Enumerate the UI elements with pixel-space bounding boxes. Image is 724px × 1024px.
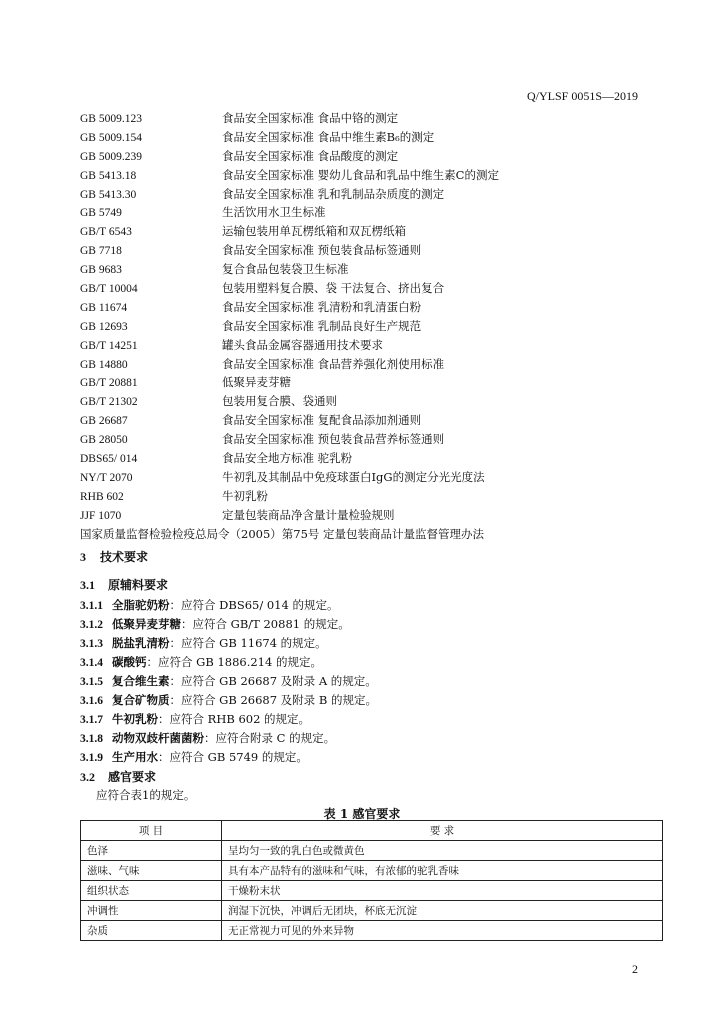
reference-row [80,279,660,298]
table-row [81,901,663,921]
item-name: 生产用水 [112,750,158,764]
reference-row [80,147,660,166]
section-heading [80,548,148,565]
reference-row [80,336,660,355]
item-name: 低聚异麦芽糖 [112,617,181,631]
table-header-cell: 项 目 [81,821,222,841]
sensory-requirements-table [80,820,663,941]
table-row [81,881,663,901]
reference-title: 罐头食品金属容器通用技术要求 [222,337,383,352]
item-number: 3.1.3 [80,638,103,650]
reference-row [80,203,660,222]
reference-title: 食品安全国家标准 复配食品添加剂通则 [222,413,422,428]
item-name: 动物双歧杆菌菌粉 [112,731,204,745]
table-row [81,841,663,861]
reference-title: 食品安全国家标准 乳和乳制品杂质度的测定 [222,186,445,201]
table-cell: 润湿下沉快，冲调后无团块，杯底无沉淀 [222,901,663,921]
requirement-item [80,749,308,765]
requirement-item [80,730,335,746]
reference-row [80,487,660,506]
reference-row [80,449,660,468]
reference-title: 食品安全国家标准 食品中铬的测定 [222,111,399,125]
table-cell: 组织状态 [81,881,222,901]
reference-row [80,185,660,204]
reference-row [80,109,660,128]
item-name: 复合矿物质 [112,693,170,707]
requirement-item [80,597,338,613]
document-code: Q/YLSF 0051S—2019 [526,89,638,103]
reference-title: 包装用塑料复合膜、袋 干法复合、挤出复合 [222,281,445,296]
reference-title: 食品安全国家标准 婴幼儿食品和乳品中维生素C的测定 [222,167,499,182]
item-text: ：应符合 GB 26687 及附录 B 的规定。 [169,693,377,707]
reference-row [80,373,660,392]
reference-title: 运输包装用单瓦楞纸箱和双瓦楞纸箱 [222,224,406,239]
subsection-title: 原辅料要求 [108,578,169,592]
reference-row [80,128,660,147]
item-number: 3.1.1 [80,600,103,612]
reference-title: 食品安全国家标准 预包装食品标签通则 [222,243,422,258]
table-header-cell: 要 求 [222,821,663,841]
reference-row [80,355,660,374]
reference-row [80,411,660,430]
subsection-title: 感官要求 [108,770,157,784]
reference-row [80,166,660,185]
reference-code: GB 5749 [80,207,122,220]
reference-code: GB/T 20881 [80,377,138,390]
reference-code: RHB 602 [80,490,124,503]
requirement-item [80,635,327,651]
reference-title: 食品安全国家标准 食品营养强化剂使用标准 [222,356,445,371]
reference-title: 食品安全国家标准 乳制品良好生产规范 [222,318,422,333]
reference-code: NY/T 2070 [80,471,133,484]
reference-code: GB 5413.30 [80,188,137,201]
reference-title: 包装用复合膜、袋通则 [222,394,337,409]
table-cell: 冲调性 [81,901,222,921]
reference-regulation: 国家质量监督检验检疫总局令（2005）第75号 定量包装商品计量监督管理办法 [80,526,485,541]
reference-title: 食品安全国家标准 食品中维生素B₆的测定 [222,129,435,144]
item-name: 全脂驼奶粉 [112,598,170,612]
item-text: ：应符合 GB/T 20881 的规定。 [181,617,350,631]
reference-code: GB 5009.154 [80,131,142,144]
reference-title: 生活饮用水卫生标准 [222,205,326,220]
table-cell: 具有本产品特有的滋味和气味，有浓郁的驼乳香味 [222,861,663,881]
section-title: 技术要求 [100,550,149,564]
table-header-row [81,821,663,841]
reference-code: GB 26687 [80,415,128,428]
table-cell: 色泽 [81,841,222,861]
item-number: 3.1.8 [80,733,103,745]
reference-code: GB/T 14251 [80,339,138,352]
reference-title: 复合食品包装袋卫生标准 [222,262,349,277]
reference-code: GB 9683 [80,264,122,277]
reference-code: GB 28050 [80,434,128,447]
reference-code: GB 5413.18 [80,169,137,182]
table-row [81,861,663,881]
reference-code: GB 7718 [80,245,122,258]
reference-title: 定量包装商品净含量计量检验规则 [222,507,395,522]
reference-code: GB/T 21302 [80,396,138,409]
item-text: ：应符合 GB 11674 的规定。 [169,636,327,650]
reference-row [80,298,660,317]
item-name: 牛初乳粉 [112,712,158,726]
reference-row [80,468,660,487]
item-number: 3.1.7 [80,714,103,726]
reference-row [80,260,660,279]
item-text: ：应符合 DBS65/ 014 的规定。 [169,598,339,612]
reference-title: 食品安全地方标准 驼乳粉 [222,451,353,466]
reference-code: DBS65/ 014 [80,453,138,466]
item-number: 3.1.4 [80,657,103,669]
table-cell: 干燥粉末状 [222,881,663,901]
item-name: 碳酸钙 [112,655,147,669]
table-cell: 呈均匀一致的乳白色或微黄色 [222,841,663,861]
item-text: ：应符合 GB 5749 的规定。 [158,750,308,764]
reference-code: GB 11674 [80,301,128,314]
reference-title: 低聚异麦芽糖 [222,375,291,390]
requirement-item [80,692,377,708]
reference-title: 食品安全国家标准 预包装食品营养标签通则 [222,432,445,447]
table-cell: 无正常视力可见的外来异物 [222,921,663,941]
reference-row [80,430,660,449]
item-name: 复合维生素 [112,674,170,688]
item-text: ：应符合 GB 26687 及附录 A 的规定。 [169,674,377,688]
reference-row [80,222,660,241]
reference-title: 食品安全国家标准 食品酸度的测定 [222,148,399,163]
subsection-number: 3.2 [80,770,95,784]
subsection-heading [80,768,156,785]
reference-code: GB 12693 [80,320,128,333]
reference-row [80,317,660,336]
reference-code: GB 5009.239 [80,150,142,163]
requirement-item [80,711,310,727]
section-paragraph: 应符合表1的规定。 [96,788,196,802]
requirement-item [80,673,377,689]
reference-code: GB/T 6543 [80,226,132,239]
page-number: 2 [632,962,638,976]
item-text: ：应符合附录 C 的规定。 [204,731,336,745]
table-caption: 表 1 感官要求 [323,807,401,821]
requirement-item [80,616,350,632]
item-name: 脱盐乳清粉 [112,636,170,650]
reference-row [80,506,660,525]
normative-references-list [80,109,660,543]
subsection-number: 3.1 [80,578,95,592]
item-text: ：应符合 GB 1886.214 的规定。 [146,655,322,669]
reference-code: GB 5009.123 [80,113,142,125]
item-number: 3.1.5 [80,676,103,688]
requirement-item [80,654,322,670]
reference-row [80,241,660,260]
item-text: ：应符合 RHB 602 的规定。 [158,712,311,726]
reference-code: JJF 1070 [80,509,122,522]
table-cell: 滋味、气味 [81,861,222,881]
item-number: 3.1.2 [80,619,103,631]
reference-title: 食品安全国家标准 乳清粉和乳清蛋白粉 [222,299,422,314]
table-row [81,921,663,941]
section-number: 3 [80,550,86,564]
item-number: 3.1.6 [80,695,103,707]
item-number: 3.1.9 [80,752,103,764]
reference-title: 牛初乳及其制品中免疫球蛋白IgG的测定分光光度法 [222,469,485,484]
table-cell: 杂质 [81,921,222,941]
reference-row [80,392,660,411]
reference-code: GB/T 10004 [80,283,138,296]
reference-code: GB 14880 [80,358,128,371]
subsection-heading [80,576,168,593]
reference-title: 牛初乳粉 [222,488,268,503]
